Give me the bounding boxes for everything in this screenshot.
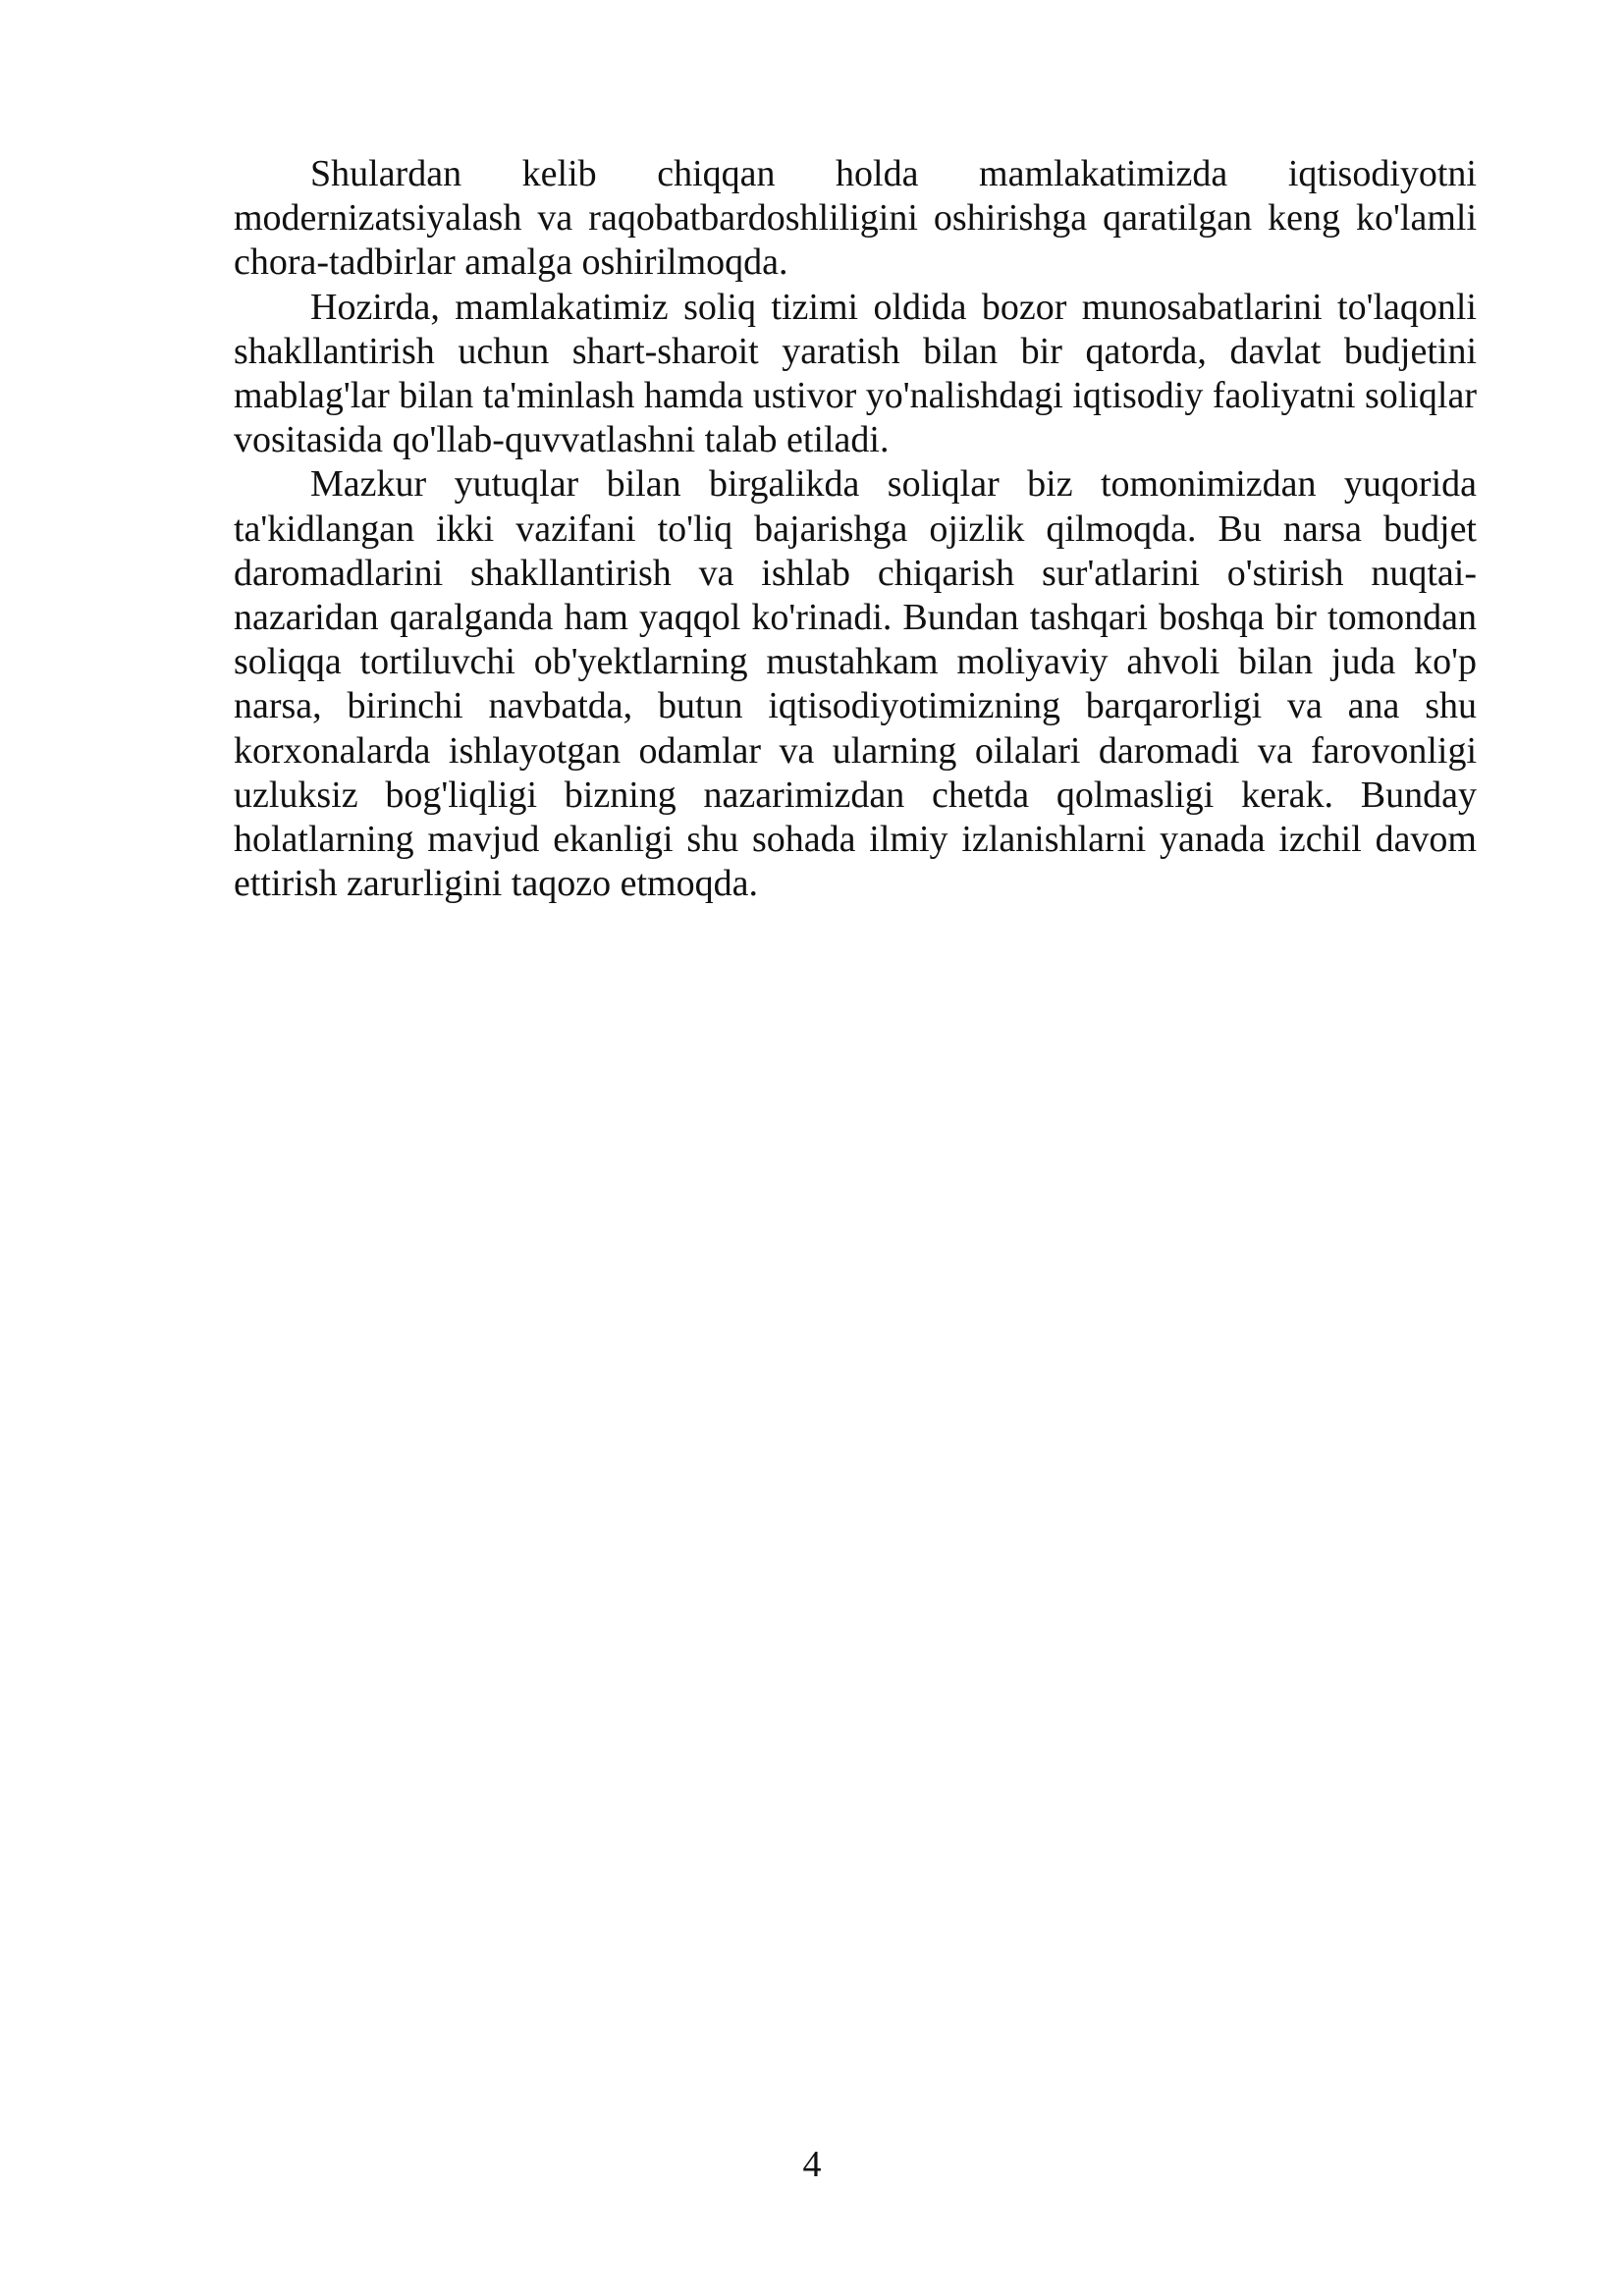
paragraph-3: Mazkur yutuqlar bilan birgalikda soliqlar biz tomonimizdan yuqorida ta'kidlangan ikki vazifani to'liq bajarishga ojizlik qilmoqda. Bu narsa budjet daromadlarini shakllantirish va ishlab chiqarish sur'atlarini o'stirish nuqtai-nazaridan qaralganda ham yaqqol ko'rinadi. Bundan tashqari boshqa bir tomondan soliqqa tortiluvchi ob'yektlarning mustahkam moliyaviy ahvoli bilan juda ko'p narsa, birinchi navbatda, butun iqtisodiyotimizning barqarorligi va ana shu korxonalarda ishlayotgan odamlar va ularning oilalari daromadi va farovonligi uzluksiz bog'liqligi bizning nazarimizdan chetda qolmasligi kerak. Bunday holatlarning mavjud ekanligi shu sohada ilmiy izlanishlarni yanada izchil davom ettirish zarurligini taqozo etmoqda. bbox=[234, 463, 1477, 905]
paragraph-2: Hozirda, mamlakatimiz soliq tizimi oldida bozor munosabatlarini to'laqonli shakllantirish uchun shart-sharoit yaratish bilan bir qatorda, davlat budjetini mablag'lar bilan ta'minlash hamda ustivor yo'nalishdagi iqtisodiy faoliyatni soliqlar vositasida qo'llab-quvvatlashni talab etiladi. bbox=[234, 286, 1477, 461]
paragraph-1: Shulardan kelib chiqqan holda mamlakatimizda iqtisodiyotni modernizatsiyalash va raqobatbardoshliligini oshirishga qaratilgan keng ko'lamli chora-tadbirlar amalga oshirilmoqda. bbox=[234, 153, 1477, 284]
body-text bbox=[234, 152, 1477, 906]
page-number: 4 bbox=[802, 2144, 822, 2185]
